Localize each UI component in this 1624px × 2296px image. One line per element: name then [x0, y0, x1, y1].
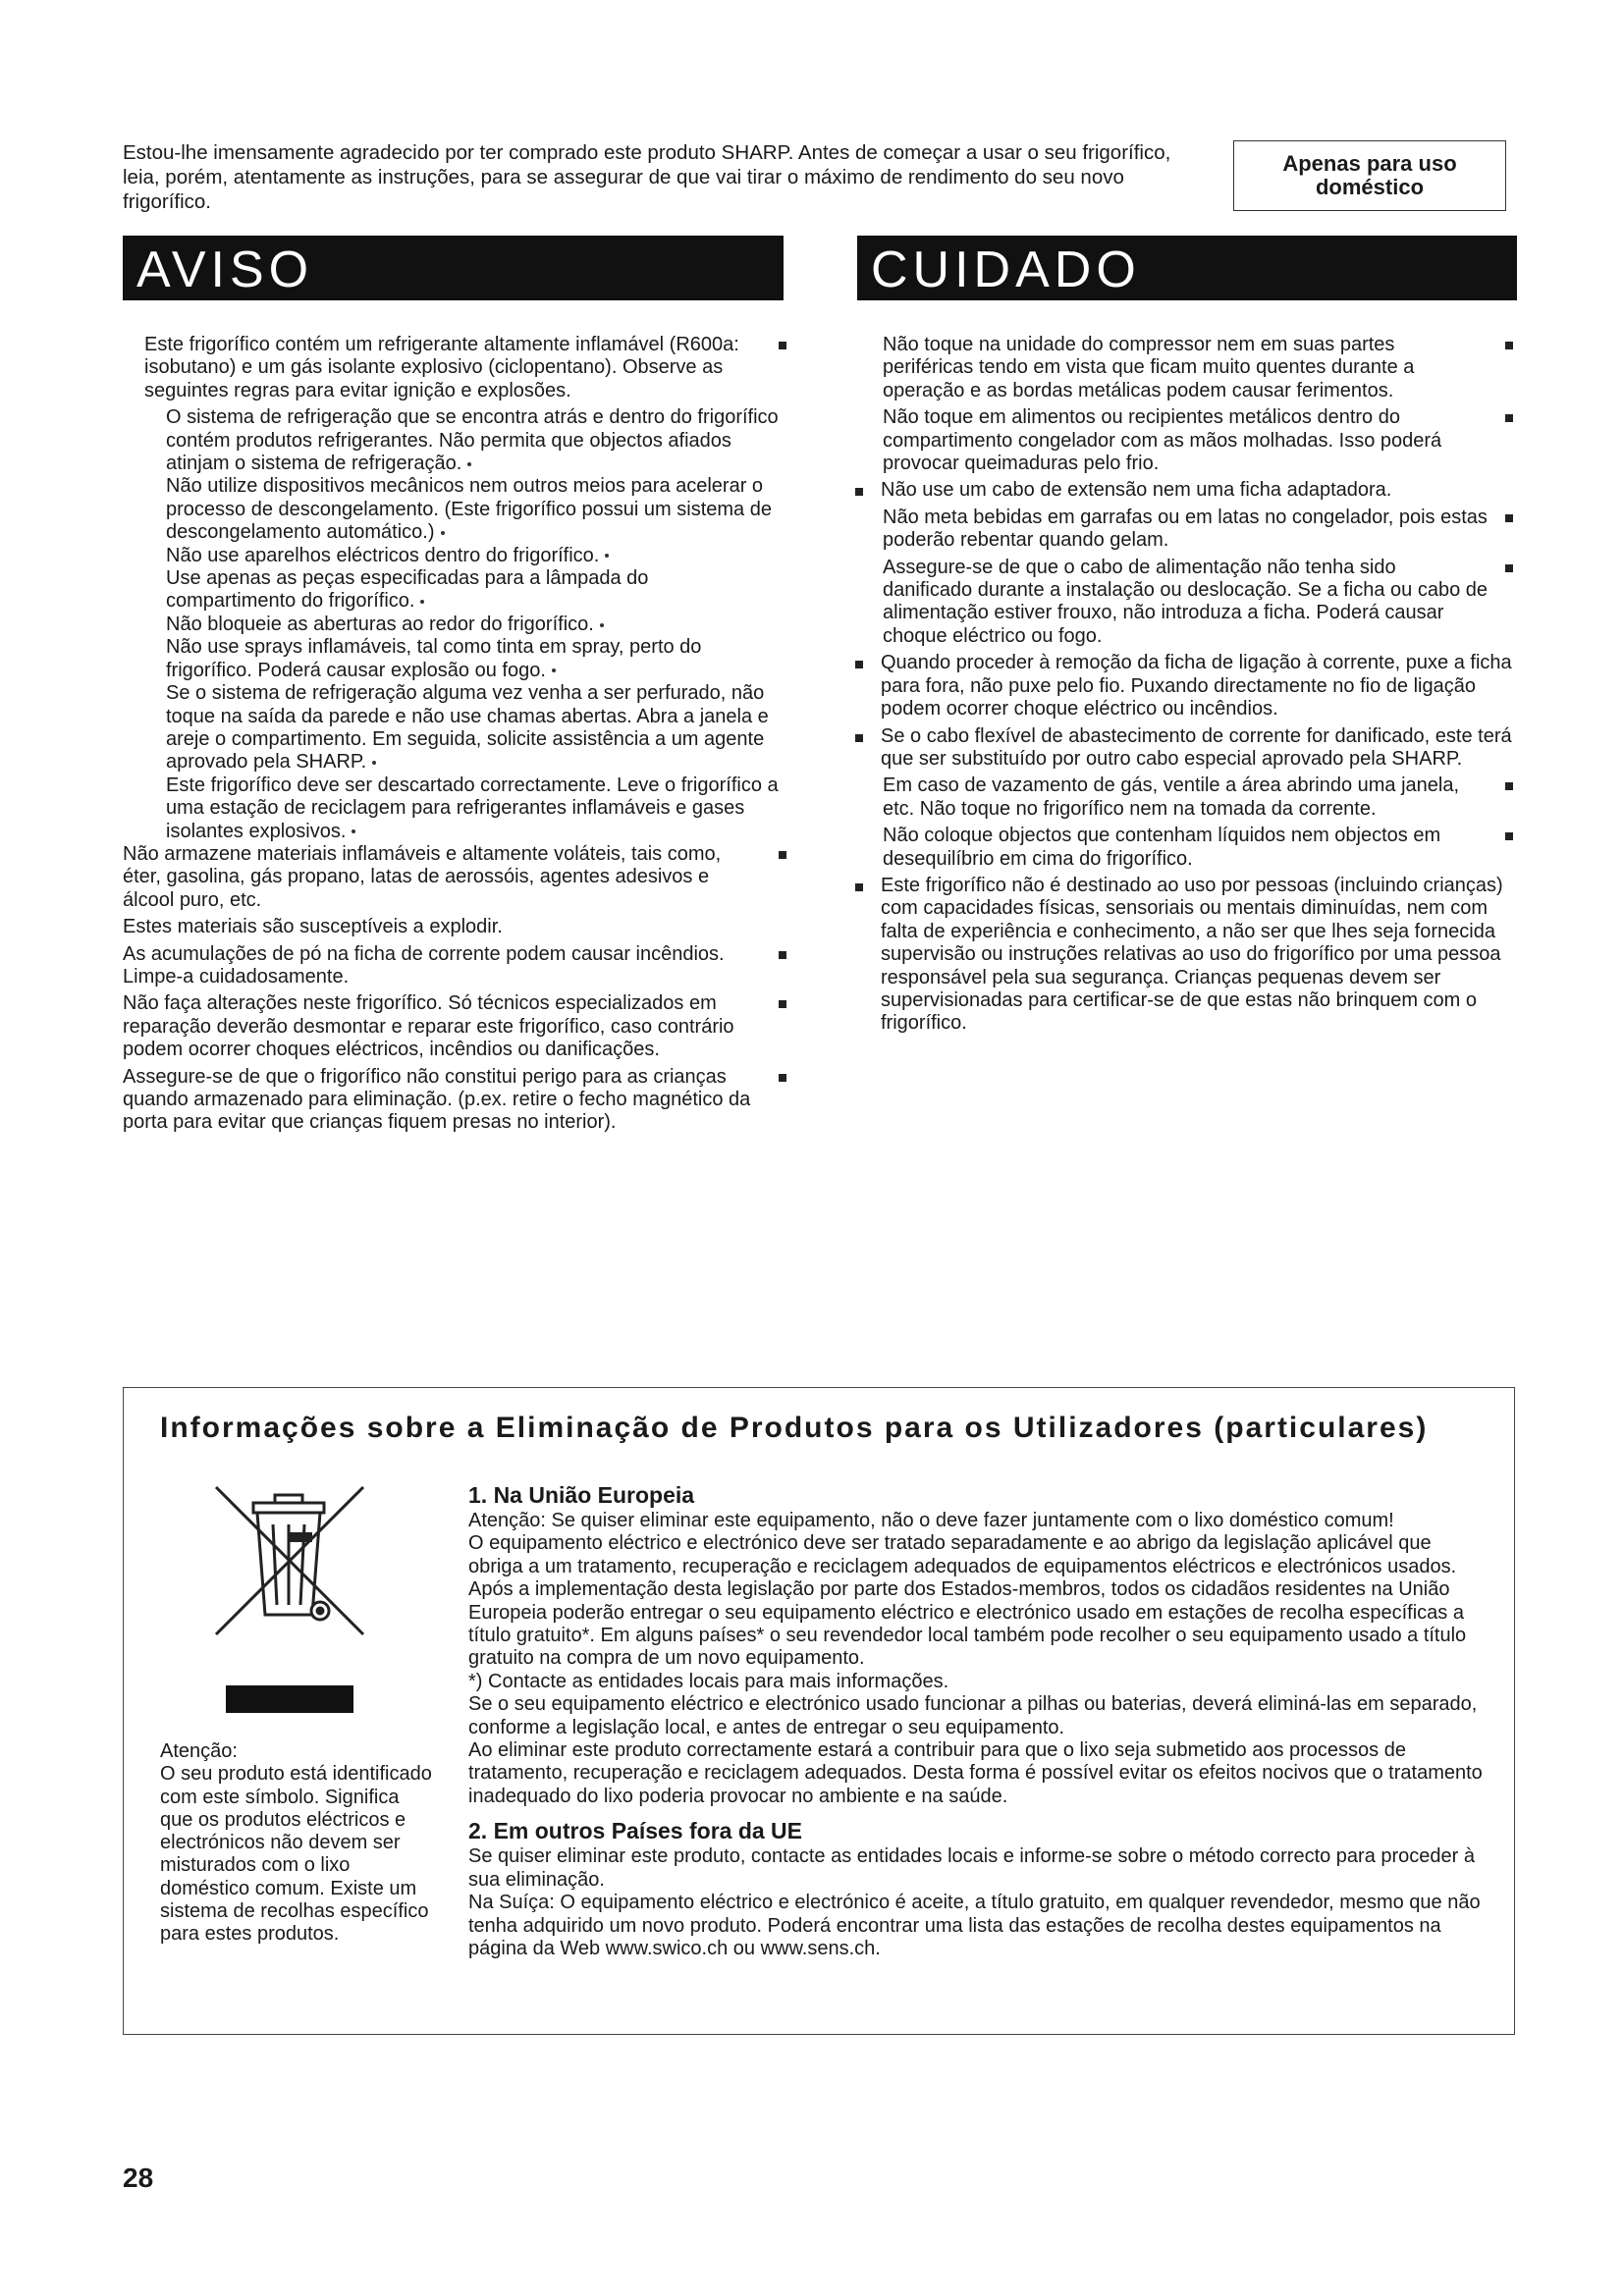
list-item-text: Em caso de vazamento de gás, ventile a área abrindo uma janela, etc. Não toque no frigorífico nem na tomada da corrente. — [883, 774, 1460, 820]
list-item — [861, 825, 1517, 871]
list-item-text: Quando proceder à remoção da ficha de ligação à corrente, puxe a ficha para fora, não puxe pelo fio. Puxando directamente no fio de ligação podem ocorrer choque eléctrico ou incêndios. — [881, 652, 1512, 721]
eu-section — [468, 1480, 1489, 1960]
bullet-dot-icon — [552, 668, 556, 672]
cuidado-column — [861, 334, 1517, 1040]
list-item-text: As acumulações de pó na ficha de corrente podem causar incêndios. Limpe-a cuidadosamente. — [123, 942, 725, 988]
bullet-dot-icon — [420, 600, 424, 604]
list-item — [861, 406, 1517, 475]
bullet-dot-icon — [372, 761, 376, 765]
eu-paragraph: O equipamento eléctrico e electrónico deve ser tratado separadamente e ao abrigo da legislação aplicável que obriga a um tratamento, recuperação e reciclagem adequados de equipamentos eléctricos e electrónicos usados. — [468, 1532, 1457, 1577]
disposal-title: Informações sobre a Eliminação de Produtos para os Utilizadores (particulares) — [160, 1412, 1429, 1444]
list-item — [861, 507, 1517, 553]
list-item — [166, 636, 781, 682]
list-item-text: Não toque na unidade do compressor nem em suas partes periféricas tendo em vista que ficam muito quentes durante a operação e as bordas metálicas podem causar ferimentos. — [883, 334, 1415, 401]
list-item-text: Não coloque objectos que contenham líquidos nem objectos em desequilíbrio em cima do frigorífico. — [883, 825, 1441, 870]
badge-line-2: doméstico — [1315, 175, 1425, 199]
eu-paragraph: Ao eliminar este produto correctamente estará a contribuir para que o lixo seja submetido aos processos de tratamento, recuperação e reciclagem adequados. Desta forma é possível evitar os efeitos nocivos que o tratamento inadequado do lixo poderia provocar no ambiente e na saúde. — [468, 1739, 1483, 1807]
aviso-banner — [123, 236, 784, 300]
list-item-text: Não use sprays inflamáveis, tal como tinta em spray, perto do frigorífico. Poderá causar explosão ou fogo. — [166, 636, 702, 681]
list-item-text: Não armazene materiais inflamáveis e altamente voláteis, tais como, éter, gasolina, gás propano, latas de aerossóis, agentes adesivos e álcool puro, etc. — [123, 842, 722, 911]
list-item — [861, 479, 1517, 502]
bullet-square-icon — [1505, 414, 1513, 422]
list-item-text: Se o sistema de refrigeração alguma vez venha a ser perfurado, não toque na saída da parede e não use chamas abertas. Abra a janela e areje o compartimento. Em seguida, solicite assistência a um agente aprovado pela SHARP. — [166, 682, 769, 774]
bullet-square-icon — [855, 734, 863, 742]
list-item — [861, 774, 1517, 821]
other-paragraph: Na Suíça: O equipamento eléctrico e electrónico é aceite, a título gratuito, em qualquer revendedor, mesmo que não tenha adquirido um novo produto. Poderá encontrar uma lista das estações de recolha destes equipamentos na página da Web www.swico.ch ou www.sens.ch. — [468, 1892, 1481, 1959]
aviso-sublist — [123, 406, 790, 843]
bullet-square-icon — [1505, 342, 1513, 349]
bullet-square-icon — [855, 661, 863, 668]
list-item-text: Assegure-se de que o frigorífico não constitui perigo para as crianças quando armazenado para eliminação. (p.ex. retire o fecho magnético da porta para evitar que crianças fiquem presas no interior). — [123, 1065, 751, 1134]
badge-line-1: Apenas para uso — [1282, 151, 1457, 176]
bin-note: Atenção: O seu produto está identificado com este símbolo. Significa que os produtos eléctricos e electrónicos não devem ser misturados com o lixo doméstico comum. Existe um sistema de recolhas específico para estes produtos. — [160, 1740, 432, 1946]
list-item — [166, 774, 781, 843]
list-item-text: Use apenas as peças especificadas para a lâmpada do compartimento do frigorífico. — [166, 567, 649, 613]
list-item-text: Não bloqueie as aberturas ao redor do frigorífico. — [166, 613, 594, 635]
list-item-text: Se o cabo flexível de abastecimento de corrente for danificado, este terá que ser substituído por outro cabo especial aprovado pela SHARP. — [881, 724, 1512, 770]
list-item — [166, 682, 781, 774]
list-item-text: Assegure-se de que o cabo de alimentação não tenha sido danificado durante a instalação ou deslocação. Se a ficha ou cabo de alimentação estiver frouxo, não introduza a ficha. Poderá causar choque eléctrico ou fogo. — [883, 556, 1488, 647]
bullet-square-icon — [779, 1074, 786, 1082]
bullet-square-icon — [855, 488, 863, 496]
crossed-out-bin-icon — [206, 1477, 373, 1713]
eu-paragraph: Atenção: Se quiser eliminar este equipamento, não o deve fazer juntamente com o lixo doméstico comum! — [468, 1510, 1394, 1531]
cuidado-title: CUIDADO — [871, 241, 1141, 298]
aviso-column — [123, 334, 790, 1139]
bullet-square-icon — [1505, 514, 1513, 522]
aviso-title: AVISO — [136, 241, 314, 298]
bullet-dot-icon — [605, 554, 609, 558]
list-item — [123, 1066, 790, 1135]
bullet-dot-icon — [352, 829, 355, 833]
list-item-text: Não faça alterações neste frigorífico. Só técnicos especializados em reparação deverão desmontar e reparar este frigorífico, caso contrário podem ocorrer choques eléctricos, incêndios ou danificações. — [123, 992, 734, 1061]
domestic-use-badge — [1233, 140, 1506, 211]
list-item-text: Este frigorífico deve ser descartado correctamente. Leve o frigorífico a uma estação de reciclagem para refrigerantes inflamáveis e gases isolantes explosivos. — [166, 774, 779, 842]
page-number: 28 — [123, 2163, 154, 2193]
list-item — [861, 725, 1517, 772]
other-paragraph: Se quiser eliminar este produto, contacte as entidades locais e informe-se sobre o método correcto para proceder à sua eliminação. — [468, 1845, 1475, 1891]
list-item — [166, 545, 781, 567]
list-item-text: Não use aparelhos eléctricos dentro do frigorífico. — [166, 544, 600, 566]
list-item — [166, 406, 781, 475]
aviso-intro-text: Este frigorífico contém um refrigerante altamente inflamável (R600a: isobutano) e um gás isolante explosivo (ciclopentano). Observe as seguintes regras para evitar ignição e explosões. — [144, 334, 739, 401]
other-heading: 2. Em outros Países fora da UE — [468, 1818, 803, 1844]
bullet-square-icon — [779, 1000, 786, 1008]
list-item — [861, 875, 1517, 1036]
eu-paragraph: *) Contacte as entidades locais para mais informações. — [468, 1670, 949, 1692]
eu-paragraph: Após a implementação desta legislação por parte dos Estados-membros, todos os cidadãos residentes na União Europeia poderão entregar o seu equipamento eléctrico e electrónico usado em estações de recolha específicas a título gratuito*. Em alguns países* o seu revendedor local também pode recolher o seu equipamento usado a título gratuito na compra de um novo equipamento. — [468, 1578, 1467, 1670]
list-item — [861, 334, 1517, 402]
bullet-square-icon — [779, 951, 786, 959]
bullet-dot-icon — [467, 462, 471, 466]
bullet-square-icon — [855, 883, 863, 891]
list-item — [166, 614, 781, 636]
list-item-text: Não use um cabo de extensão nem uma ficha adaptadora. — [881, 479, 1392, 502]
bullet-square-icon — [779, 342, 786, 349]
list-item-text: Não meta bebidas em garrafas ou em latas no congelador, pois estas poderão rebentar quando gelam. — [883, 506, 1488, 552]
bullet-square-icon — [1505, 832, 1513, 840]
list-item-text: O sistema de refrigeração que se encontra atrás e dentro do frigorífico contém produtos refrigerantes. Não permita que objectos afiados atinjam o sistema de refrigeração. — [166, 406, 779, 475]
intro-text: Estou-lhe imensamente agradecido por ter comprado este produto SHARP. Antes de começar a usar o seu frigorífico, leia, porém, atentamente as instruções, para se assegurar de que vai tirar o máximo de rendimento do seu novo frigorífico. — [123, 141, 1171, 213]
bullet-square-icon — [1505, 782, 1513, 790]
list-item — [123, 916, 790, 938]
list-item — [123, 992, 790, 1061]
bullet-dot-icon — [441, 531, 445, 535]
eu-paragraph: Se o seu equipamento eléctrico e electrónico usado funcionar a pilhas ou baterias, deverá eliminá-las em separado, conforme a legislação local, e antes de entregar o seu equipamento. — [468, 1693, 1478, 1738]
list-item — [166, 567, 781, 614]
list-item-text: Não toque em alimentos ou recipientes metálicos dentro do compartimento congelador com as mãos molhadas. Isso poderá provocar queimaduras pelo frio. — [883, 406, 1442, 475]
bullet-square-icon — [779, 851, 786, 859]
list-item — [123, 843, 790, 912]
list-item — [861, 652, 1517, 721]
list-item — [123, 943, 790, 989]
list-item-text: Este frigorífico não é destinado ao uso por pessoas (incluindo crianças) com capacidades físicas, sensoriais ou mentais diminuídas, nem com falta de experiência e conhecimento, a não ser que lhes seja fornecida supervisão ou instruções relativas ao uso do frigorífico por uma pessoa responsável pela sua segurança. Crianças pequenas devem ser supervisionadas para certificar-se de que estas não brinquem com o frigorífico. — [881, 874, 1503, 1035]
list-item-text: Não utilize dispositivos mecânicos nem outros meios para acelerar o processo de descongelamento. (Este frigorífico possui um sistema de descongelamento automático.) — [166, 475, 772, 544]
list-item-text: Estes materiais são susceptíveis a explodir. — [123, 916, 503, 938]
bullet-dot-icon — [600, 623, 604, 627]
bullet-square-icon — [1505, 564, 1513, 572]
list-item — [166, 475, 781, 544]
list-item — [861, 557, 1517, 649]
cuidado-banner — [857, 236, 1517, 300]
eu-heading: 1. Na União Europeia — [468, 1482, 695, 1508]
aviso-intro — [123, 334, 790, 402]
